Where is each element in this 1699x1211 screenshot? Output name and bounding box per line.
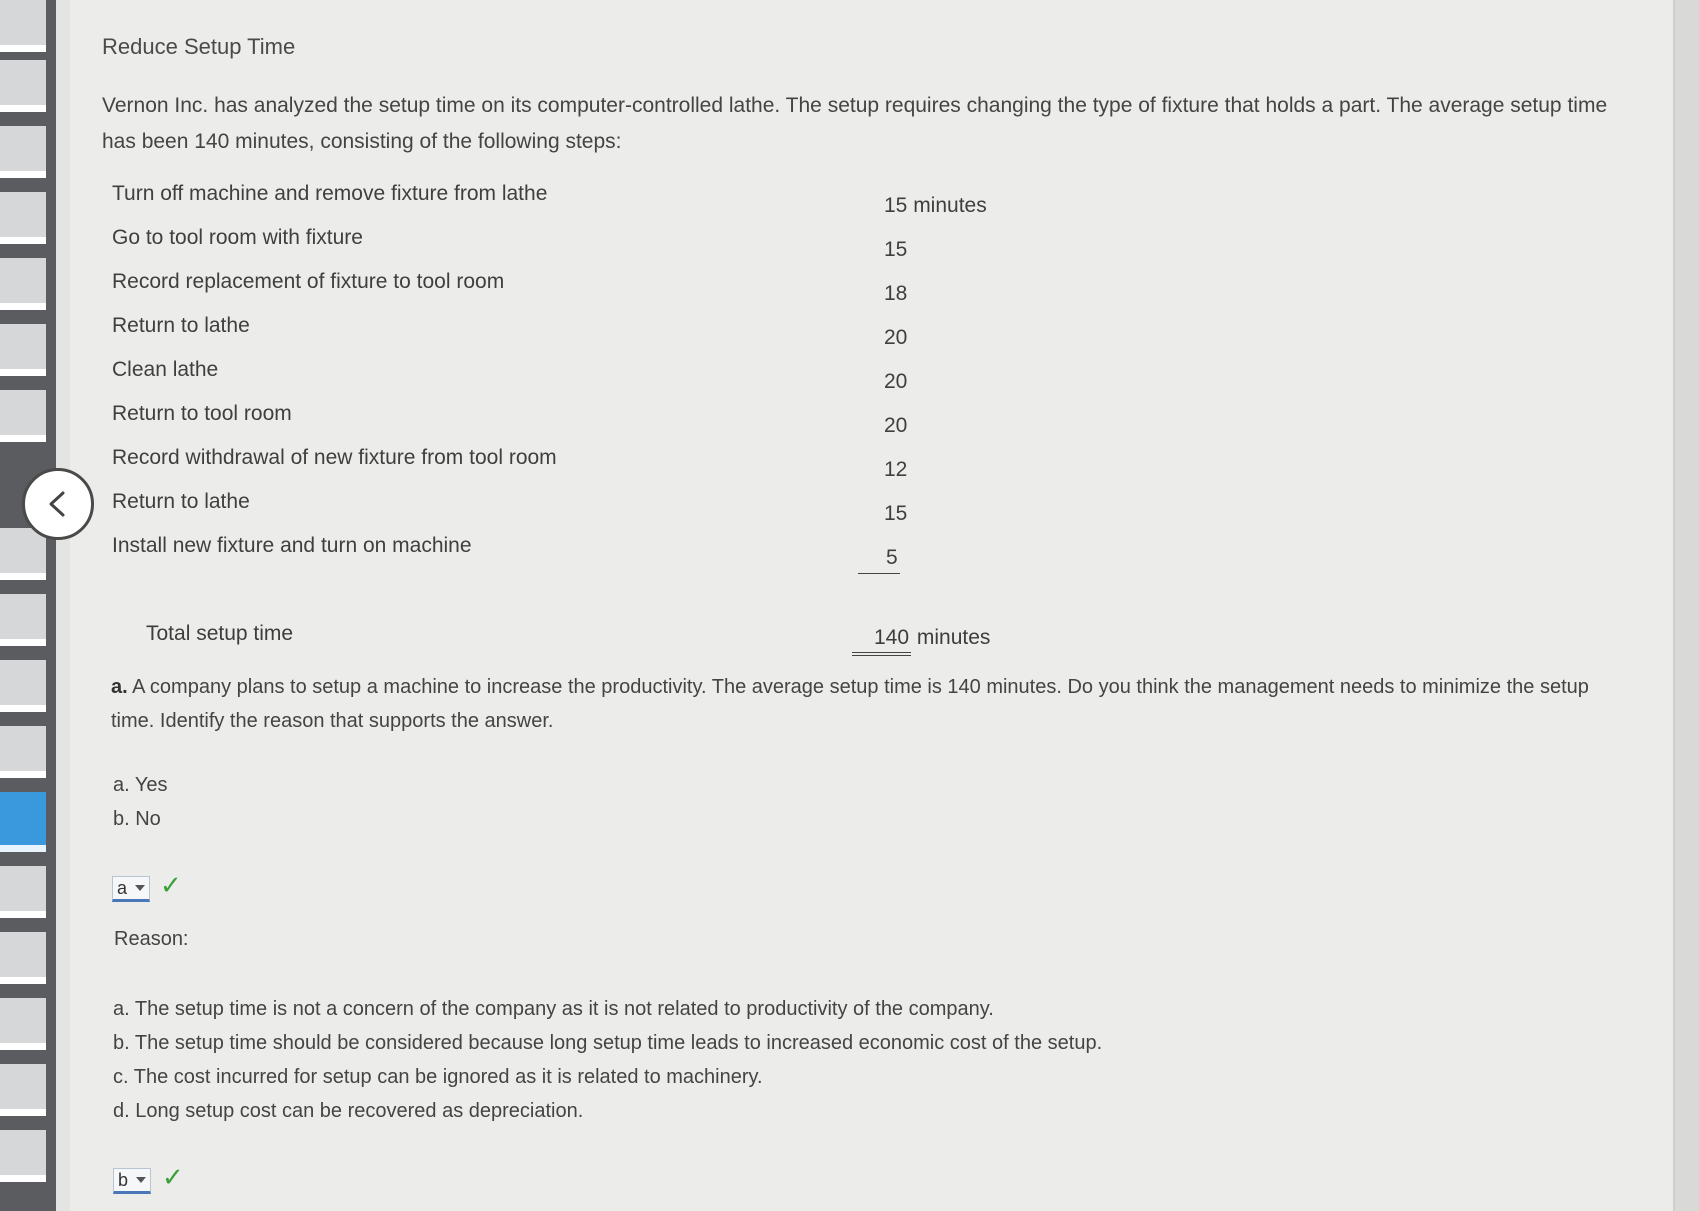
step-label: Record withdrawal of new fixture from tool room [112, 446, 557, 469]
nav-tab[interactable] [0, 0, 46, 52]
total-unit: minutes [916, 626, 991, 649]
question-text [111, 670, 1631, 738]
reason-option: c. The cost incurred for setup can be ignored as it is related to machinery. [113, 1066, 763, 1088]
step-label: Install new fixture and turn on machine [112, 534, 472, 557]
answer-option: a. Yes [113, 774, 168, 796]
reason-option: b. The setup time should be considered because long setup time leads to increased economic cost of the setup. [113, 1032, 1103, 1054]
left-navigation-strip [0, 0, 56, 1211]
chevron-down-icon [136, 1177, 146, 1183]
nav-tab[interactable] [0, 1130, 46, 1182]
step-minutes [858, 546, 1068, 574]
answer-select[interactable] [112, 876, 150, 902]
nav-tab[interactable] [0, 258, 46, 310]
question-body: A company plans to setup a machine to increase the productivity. The average setup time is 140 minutes. Do you think the management needs to minimize the setup time. Identify the reason that supports the answer. [111, 676, 1589, 732]
nav-tab[interactable] [0, 192, 46, 244]
nav-tab[interactable] [0, 324, 46, 376]
check-icon: ✓ [162, 1162, 184, 1192]
step-row [112, 314, 1012, 358]
nav-tab[interactable] [0, 126, 46, 178]
nav-tab[interactable] [0, 726, 46, 778]
nav-tab[interactable] [0, 528, 46, 580]
step-row [112, 402, 1012, 446]
question-prefix: a. [111, 676, 128, 698]
total-value: 140 [852, 626, 911, 656]
step-minutes: 15 minutes [884, 194, 987, 217]
step-minutes: 20 [884, 326, 908, 349]
problem-description: Vernon Inc. has analyzed the setup time on its computer-controlled lathe. The setup requires changing the type of fixture that holds a part. The average setup time has been 140 minutes, consisting of the following steps: [102, 94, 1608, 153]
nav-tab[interactable] [0, 998, 46, 1050]
step-label: Return to tool room [112, 402, 292, 425]
answer-options [113, 768, 168, 836]
step-row [112, 226, 1012, 270]
step-label: Go to tool room with fixture [112, 226, 363, 249]
step-row [112, 534, 1012, 578]
reason-label: Reason: [114, 928, 189, 950]
total-minutes [852, 626, 990, 656]
reason-select[interactable] [113, 1168, 151, 1194]
step-row [112, 490, 1012, 534]
step-row [112, 358, 1012, 402]
step-minutes: 20 [884, 414, 908, 437]
nav-tab[interactable] [0, 932, 46, 984]
step-minutes: 12 [884, 458, 908, 481]
nav-tab-active[interactable] [0, 792, 46, 852]
step-label: Turn off machine and remove fixture from lathe [112, 182, 548, 205]
step-minutes: 18 [884, 282, 908, 305]
step-row [112, 270, 1012, 314]
step-label: Return to lathe [112, 490, 250, 513]
step-row [112, 182, 1012, 226]
step-minutes-value: 5 [858, 546, 900, 574]
nav-tab[interactable] [0, 1064, 46, 1116]
step-row [112, 446, 1012, 490]
reason-option: d. Long setup cost can be recovered as depreciation. [113, 1100, 584, 1122]
step-label: Return to lathe [112, 314, 250, 337]
reason-options [113, 992, 1102, 1128]
page-edge [1673, 0, 1699, 1211]
chevron-left-icon [41, 487, 75, 521]
step-label: Record replacement of fixture to tool room [112, 270, 505, 293]
nav-tab[interactable] [0, 60, 46, 112]
step-minutes: 15 [884, 502, 908, 525]
chevron-down-icon [135, 885, 145, 891]
reason-select-value: b [118, 1169, 129, 1190]
answer-option: b. No [113, 808, 161, 830]
reason-option: a. The setup time is not a concern of the company as it is not related to productivity of the company. [113, 998, 994, 1020]
page-title: Reduce Setup Time [102, 34, 296, 59]
nav-tab[interactable] [0, 866, 46, 918]
step-minutes: 20 [884, 370, 908, 393]
total-label: Total setup time [146, 622, 294, 645]
back-button[interactable] [22, 468, 94, 540]
step-minutes: 15 [884, 238, 908, 261]
check-icon: ✓ [160, 870, 182, 900]
step-label: Clean lathe [112, 358, 219, 381]
nav-tab[interactable] [0, 594, 46, 646]
nav-tab[interactable] [0, 660, 46, 712]
nav-tab[interactable] [0, 390, 46, 442]
answer-select-value: a [117, 877, 128, 898]
